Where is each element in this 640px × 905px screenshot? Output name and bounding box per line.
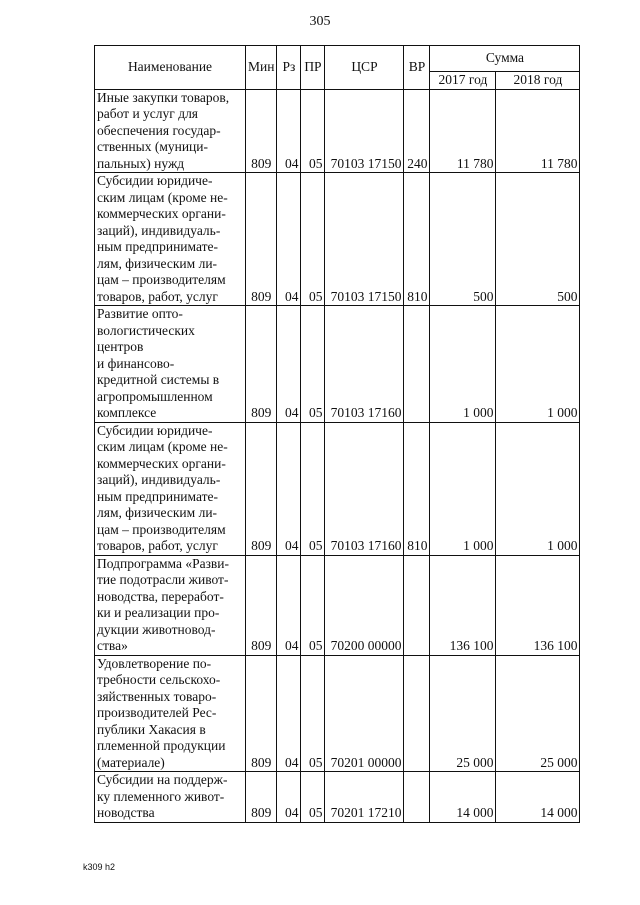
row-rz: 04 [277,173,301,306]
row-rz: 04 [277,772,301,823]
row-sum-2017: 1 000 [430,422,496,555]
table-row [95,422,580,555]
row-sum-2017: 14 000 [430,772,496,823]
header-pr: ПР [301,46,325,90]
row-pr: 05 [301,772,325,823]
table-row [95,173,580,306]
table-row [95,772,580,823]
row-sum-2017: 11 780 [430,89,496,173]
row-name: Иные закупки товаров, работ и услуг для обеспечения государ- ственных (муници- пальных) нужд [95,89,246,173]
row-vr [404,772,430,823]
header-rz: Рз [277,46,301,90]
row-sum-2017: 136 100 [430,555,496,655]
table-header [95,46,580,90]
row-vr [404,655,430,772]
row-csr: 70103 17150 [325,89,404,173]
budget-table [94,45,580,823]
header-vr: ВР [404,46,430,90]
row-sum-2018: 136 100 [496,555,580,655]
row-vr [404,555,430,655]
row-csr: 70103 17160 [325,422,404,555]
table-row [95,89,580,173]
header-year-2017: 2017 год [430,72,496,90]
footer-code: k309 h2 [83,862,116,872]
row-sum-2018: 11 780 [496,89,580,173]
row-pr: 05 [301,306,325,423]
header-name: Наименование [95,46,246,90]
row-sum-2018: 500 [496,173,580,306]
row-name: Подпрограмма «Разви- тие подотрасли живот- новодства, переработ- ки и реализации про- дукции животновод- ства» [95,555,246,655]
row-csr: 70103 17150 [325,173,404,306]
row-pr: 05 [301,173,325,306]
row-name: Субсидии юридиче- ским лицам (кроме не- коммерческих органи- заций), индивидуаль- ным предпринимате- лям, физическим ли- цам – производителям товаров, работ, услуг [95,422,246,555]
row-pr: 05 [301,422,325,555]
row-sum-2017: 1 000 [430,306,496,423]
row-vr: 810 [404,173,430,306]
page-number: 305 [309,14,331,29]
row-vr: 810 [404,422,430,555]
header-min: Мин [246,46,277,90]
row-min: 809 [246,422,277,555]
row-min: 809 [246,772,277,823]
row-min: 809 [246,173,277,306]
row-sum-2017: 500 [430,173,496,306]
row-min: 809 [246,89,277,173]
row-pr: 05 [301,655,325,772]
header-csr: ЦСР [325,46,404,90]
header-year-2018: 2018 год [496,72,580,90]
row-sum-2018: 1 000 [496,306,580,423]
row-pr: 05 [301,89,325,173]
row-min: 809 [246,655,277,772]
table-row [95,655,580,772]
row-csr: 70201 00000 [325,655,404,772]
row-name: Удовлетворение по- требности сельскохо- зяйственных товаро- производителей Рес- публики Хакасия в племенной продукции (материале) [95,655,246,772]
row-sum-2018: 14 000 [496,772,580,823]
row-name: Развитие опто- вологистических центров и финансово- кредитной системы в агропромышленном комплексе [95,306,246,423]
row-csr: 70103 17160 [325,306,404,423]
row-vr [404,306,430,423]
row-sum-2017: 25 000 [430,655,496,772]
row-vr: 240 [404,89,430,173]
row-rz: 04 [277,655,301,772]
row-csr: 70200 00000 [325,555,404,655]
row-name: Субсидии юридиче- ским лицам (кроме не- коммерческих органи- заций), индивидуаль- ным предпринимате- лям, физическим ли- цам – производителям товаров, работ, услуг [95,173,246,306]
table-body [95,89,580,822]
row-rz: 04 [277,555,301,655]
row-sum-2018: 1 000 [496,422,580,555]
table-row [95,555,580,655]
row-rz: 04 [277,422,301,555]
row-name: Субсидии на поддерж- ку племенного живот- новодства [95,772,246,823]
row-rz: 04 [277,306,301,423]
row-min: 809 [246,555,277,655]
row-sum-2018: 25 000 [496,655,580,772]
header-sum: Сумма [430,46,580,72]
row-rz: 04 [277,89,301,173]
row-min: 809 [246,306,277,423]
row-pr: 05 [301,555,325,655]
row-csr: 70201 17210 [325,772,404,823]
table-row [95,306,580,423]
